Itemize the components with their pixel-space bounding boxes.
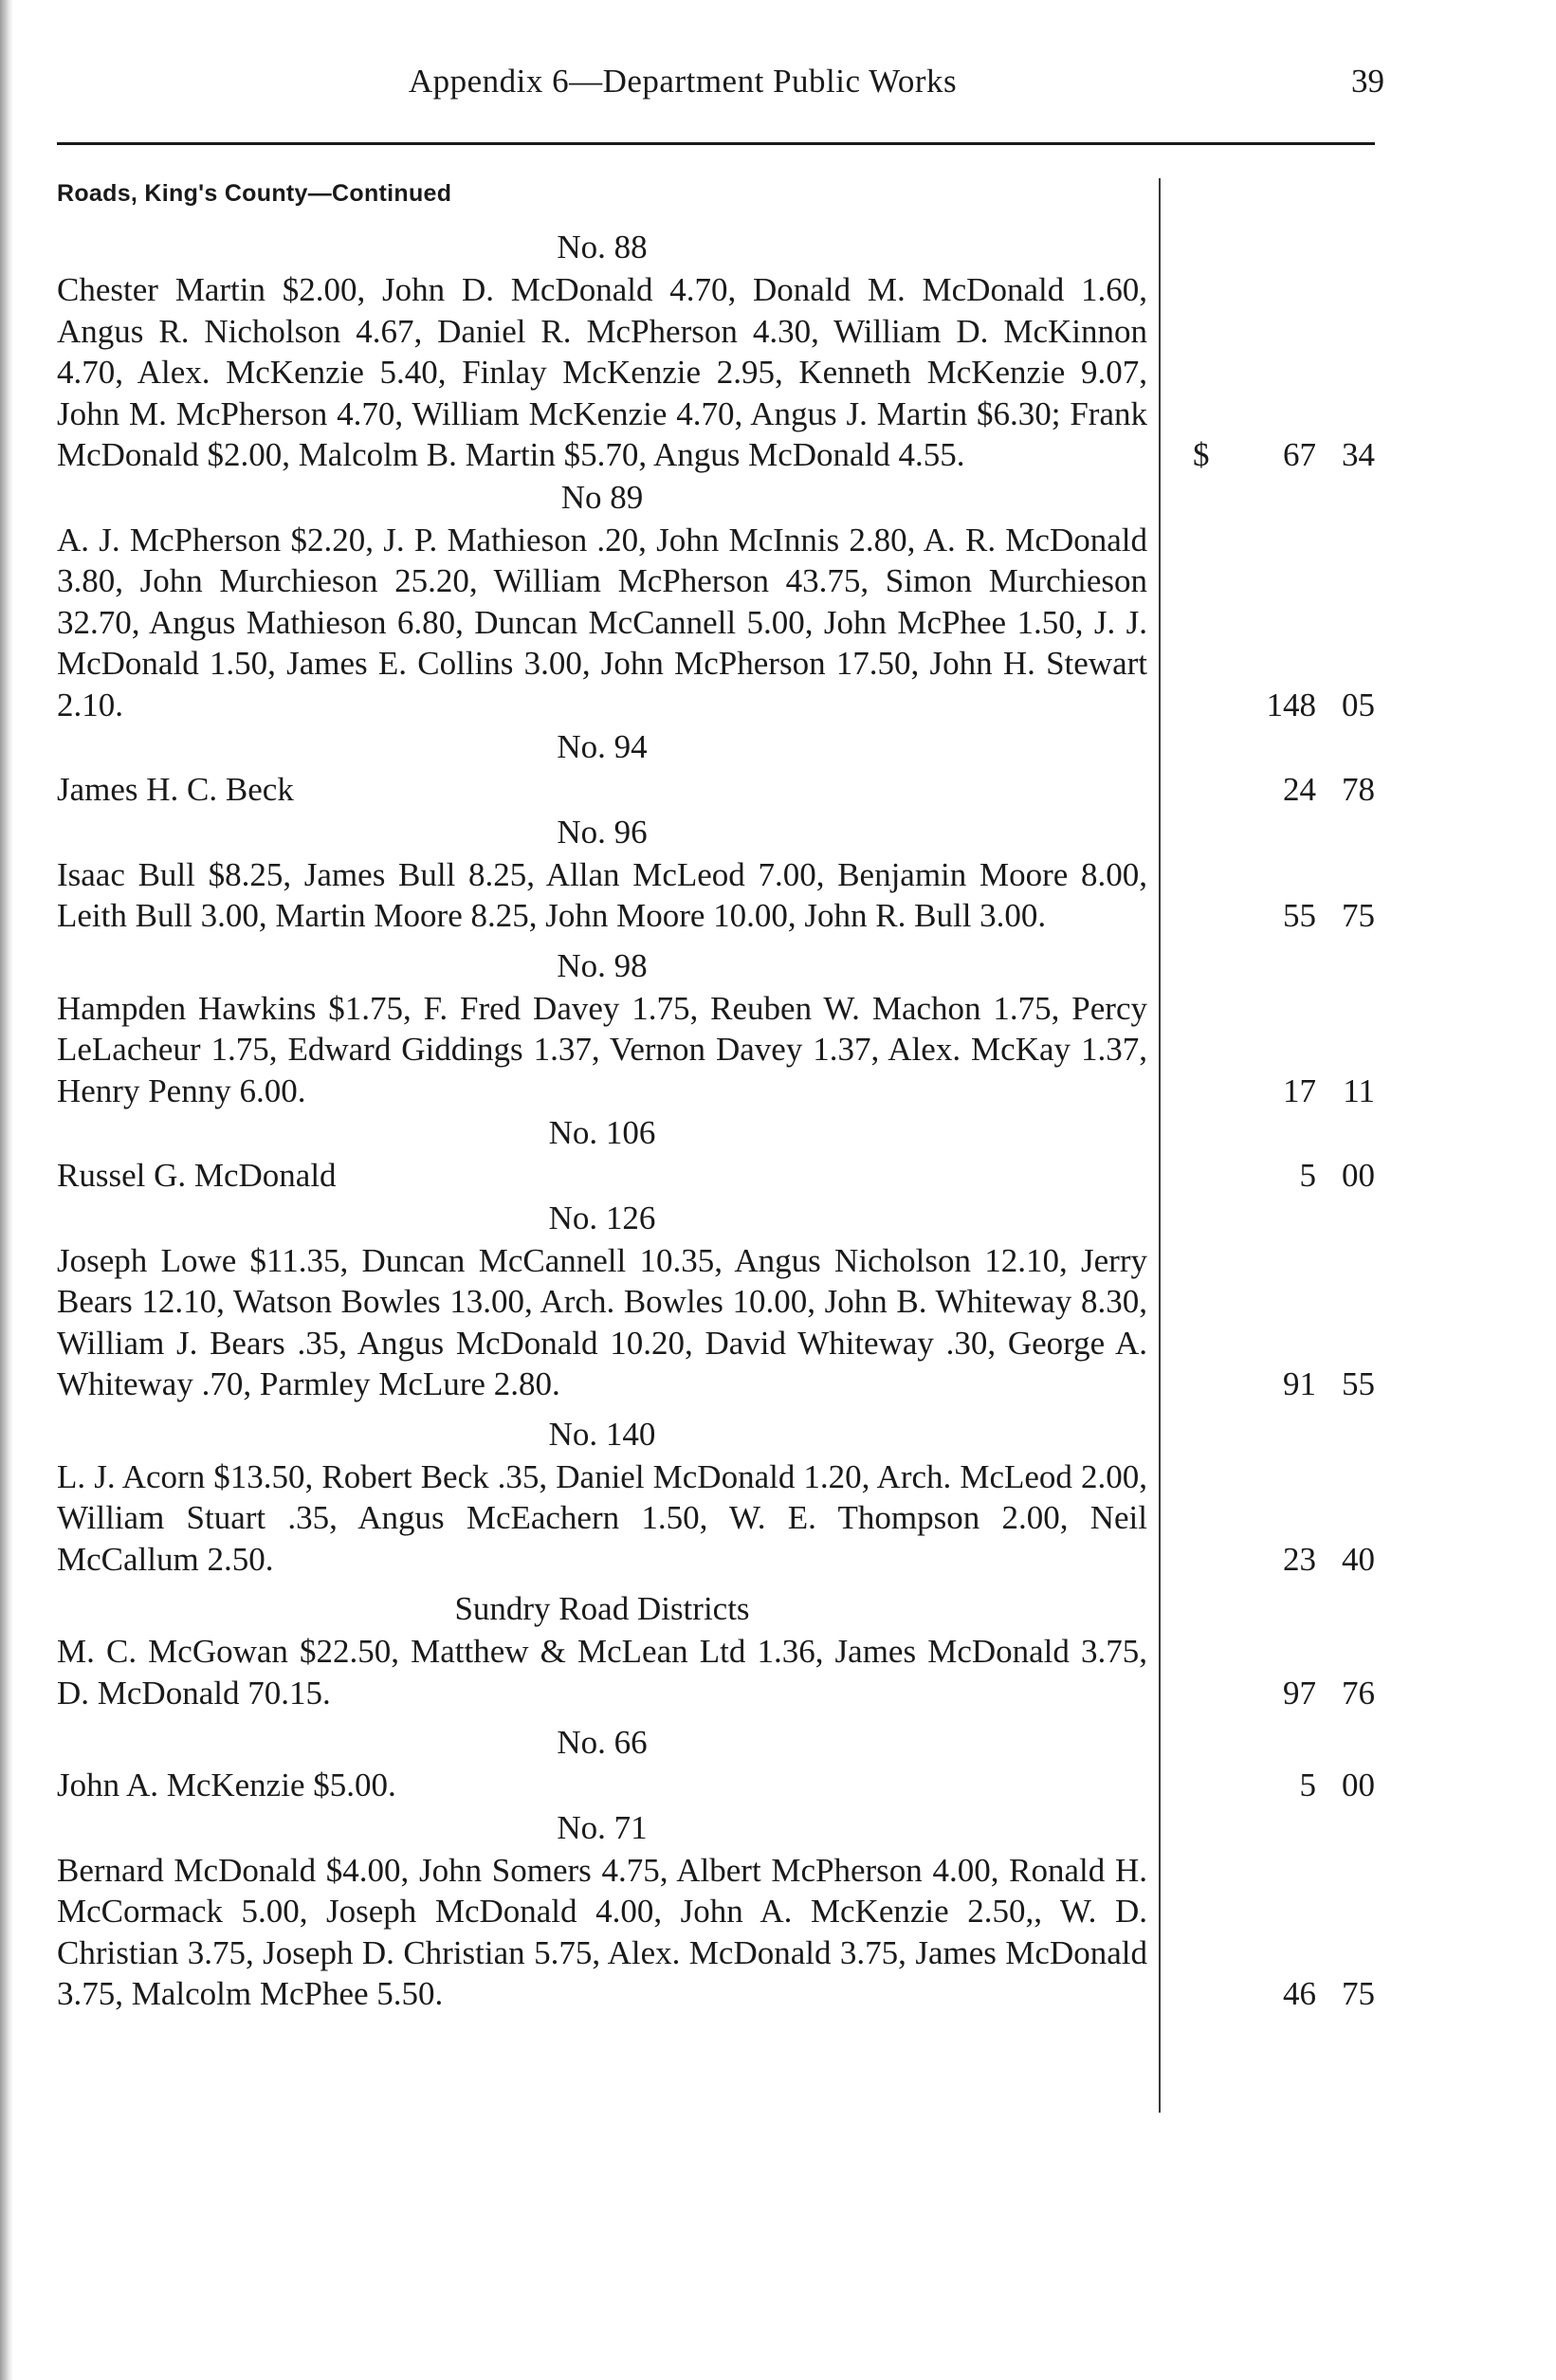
amount-dollars: 46 (1283, 1975, 1316, 2012)
entry-amount (1193, 769, 1375, 811)
header-rule (57, 142, 1375, 145)
page-header (57, 63, 1384, 119)
amount-dollars: 91 (1283, 1365, 1316, 1402)
amount-cents: 34 (1342, 436, 1375, 473)
amount-dollars: 5 (1299, 1157, 1316, 1194)
district-heading: Sundry Road Districts (454, 1590, 750, 1627)
district-heading: No. 106 (548, 1114, 656, 1151)
ledger-entry (57, 269, 1375, 476)
ledger-entry (57, 769, 1375, 811)
amount-cents: 76 (1342, 1674, 1375, 1712)
ledger-entry (57, 1765, 1375, 1806)
district-heading: No. 96 (557, 813, 648, 851)
ledger-entry (57, 1631, 1375, 1713)
entry-payees: Joseph Lowe $11.35, Duncan McCannell 10.35, Angus Nicholson 12.10, Jerry Bears 12.10, Watson Bowles 13.00, Arch. Bowles 10.00, John B. Whiteway 8.30, William J. Bears .35, Angus McDonald 10.20, David Whiteway .30, George A. Whiteway .70, Parmley McLure 2.80. (57, 1241, 1147, 1402)
entry-amount (1193, 1071, 1375, 1112)
district-heading: No. 71 (557, 1808, 648, 1846)
amount-cents: 75 (1342, 897, 1375, 934)
ledger-content (57, 226, 1375, 2015)
entry-amount (1193, 434, 1375, 476)
entry-amount (1193, 1973, 1375, 2015)
ledger-entry (57, 1456, 1375, 1581)
entry-amount (1193, 1673, 1375, 1714)
amount-dollars: 55 (1283, 897, 1316, 934)
district-heading: No. 140 (548, 1415, 656, 1453)
district-heading: No. 126 (548, 1199, 656, 1236)
entry-amount (1193, 1155, 1375, 1197)
entry-payees: M. C. McGowan $22.50, Matthew & McLean Ltd 1.36, James McDonald 3.75, D. McDonald 70.15. (57, 1633, 1147, 1712)
entry-payees: L. J. Acorn $13.50, Robert Beck .35, Daniel McDonald 1.20, Arch. McLeod 2.00, William Stuart .35, Angus McEachern 1.50, W. E. Thompson 2.00, Neil McCallum 2.50. (57, 1457, 1147, 1578)
amount-cents: 11 (1343, 1071, 1375, 1109)
dollar-sign: $ (1193, 436, 1210, 473)
ledger-entry (57, 854, 1375, 937)
ledger-entry (57, 1155, 1375, 1197)
amount-cents: 78 (1342, 771, 1375, 808)
entry-payees: Bernard McDonald $4.00, John Somers 4.75, Albert McPherson 4.00, Ronald H. McCormack 5.00, Joseph McDonald 4.00, John A. McKenzie 2.50,, W. D. Christian 3.75, Joseph D. Christian 5.75, Alex. McDonald 3.75, James McDonald 3.75, Malcolm McPhee 5.50. (57, 1851, 1147, 2012)
district-heading: No 89 (560, 478, 644, 516)
amount-dollars: 17 (1283, 1071, 1316, 1109)
entry-amount (1193, 685, 1375, 726)
running-title: Appendix 6—Department Public Works (408, 63, 958, 100)
amount-cents: 05 (1342, 686, 1375, 723)
page-number: 39 (1351, 63, 1384, 100)
amount-cents: 00 (1342, 1767, 1375, 1803)
amount-cents: 55 (1342, 1365, 1375, 1402)
page-edge-shadow (0, 0, 13, 2380)
amount-cents: 00 (1342, 1157, 1375, 1194)
ledger-entry (57, 1240, 1375, 1405)
section-subheading: Roads, King's County—Continued (57, 180, 452, 207)
district-heading: No. 94 (557, 728, 648, 765)
ledger-entry (57, 988, 1375, 1112)
entry-payees: James H. C. Beck (57, 771, 294, 808)
ledger-entry (57, 1850, 1375, 2015)
district-heading: No. 98 (557, 946, 648, 984)
entry-amount (1193, 895, 1375, 937)
amount-cents: 40 (1342, 1540, 1375, 1578)
amount-dollars: 97 (1283, 1674, 1316, 1712)
entry-payees: Hampden Hawkins $1.75, F. Fred Davey 1.75, Reuben W. Machon 1.75, Percy LeLacheur 1.75, Edward Giddings 1.37, Vernon Davey 1.37, Alex. McKay 1.37, Henry Penny 6.00. (57, 989, 1147, 1109)
amount-dollars: 67 (1283, 436, 1316, 473)
amount-dollars: 5 (1299, 1767, 1316, 1803)
entry-amount (1193, 1539, 1375, 1581)
amount-dollars: 24 (1283, 771, 1316, 808)
entry-payees: A. J. McPherson $2.20, J. P. Mathieson .20, John McInnis 2.80, A. R. McDonald 3.80, John Murchieson 25.20, William McPherson 43.75, Simon Murchieson 32.70, Angus Mathieson 6.80, Duncan McCannell 5.00, John McPhee 1.50, J. J. McDonald 1.50, James E. Collins 3.00, John McPherson 17.50, John H. Stewart 2.10. (57, 521, 1147, 723)
district-heading: No. 66 (557, 1724, 648, 1761)
entry-payees: John A. McKenzie $5.00. (57, 1767, 396, 1803)
entry-payees: Isaac Bull $8.25, James Bull 8.25, Allan McLeod 7.00, Benjamin Moore 8.00, Leith Bull 3.00, Martin Moore 8.25, John Moore 10.00, John R. Bull 3.00. (57, 855, 1147, 934)
entry-amount (1193, 1765, 1375, 1806)
amount-dollars: 148 (1266, 686, 1316, 723)
amount-dollars: 23 (1283, 1540, 1316, 1578)
amount-cents: 75 (1342, 1975, 1375, 2012)
entry-amount (1193, 1364, 1375, 1405)
ledger-entry (57, 520, 1375, 726)
district-heading: No. 88 (557, 229, 648, 265)
entry-payees: Chester Martin $2.00, John D. McDonald 4.70, Donald M. McDonald 1.60, Angus R. Nicholson 4.67, Daniel R. McPherson 4.30, William D. McKinnon 4.70, Alex. McKenzie 5.40, Finlay McKenzie 2.95, Kenneth McKenzie 9.07, John M. McPherson 4.70, William McKenzie 4.70, Angus J. Martin $6.30; Frank McDonald $2.00, Malcolm B. Martin $5.70, Angus McDonald 4.55. (57, 271, 1147, 473)
entry-payees: Russel G. McDonald (57, 1157, 337, 1194)
